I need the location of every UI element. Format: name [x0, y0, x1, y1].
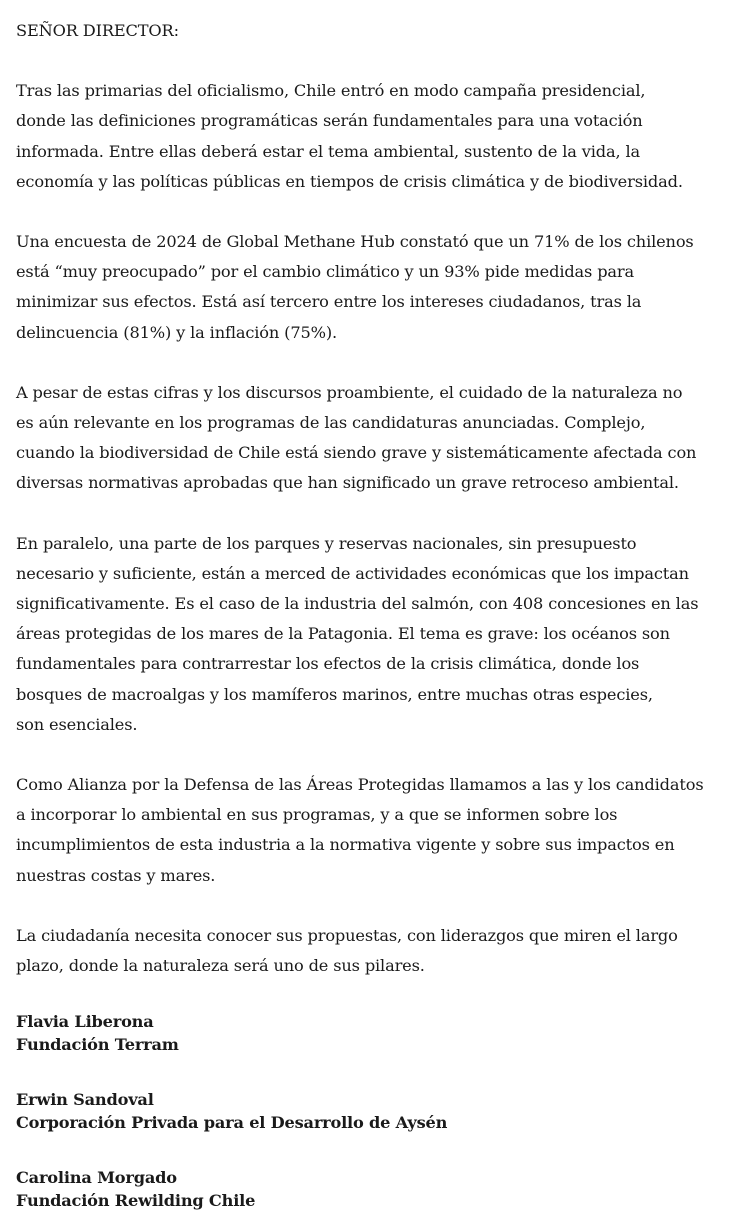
paragraph-line: nuestras costas y mares.	[16, 865, 216, 885]
paragraph-line: significativamente. Es el caso de la industria del salmón, con 408 concesiones en las	[16, 594, 699, 614]
signature	[16, 1011, 748, 1056]
paragraph-line: a incorporar lo ambiental en sus programas, y a que se informen sobre los	[16, 805, 618, 825]
paragraph-line: Una encuesta de 2024 de Global Methane Hub constató que un 71% de los chilenos	[16, 232, 694, 252]
signer-name: Erwin Sandoval	[16, 1090, 154, 1110]
paragraph-line: En paralelo, una parte de los parques y reservas nacionales, sin presupuesto	[16, 533, 637, 553]
paragraph-line: donde las definiciones programáticas serán fundamentales para una votación	[16, 111, 643, 131]
paragraph-line: Tras las primarias del oficialismo, Chile entró en modo campaña presidencial,	[16, 81, 646, 101]
paragraph-biodiversity	[16, 378, 748, 499]
paragraph-line: informada. Entre ellas deberá estar el tema ambiental, sustento de la vida, la	[16, 141, 641, 161]
paragraph-line: está “muy preocupado” por el cambio climático y un 93% pide medidas para	[16, 262, 635, 282]
paragraph-alliance	[16, 770, 748, 891]
paragraph-line: son esenciales.	[16, 714, 138, 734]
signature	[16, 1089, 748, 1134]
paragraph-line: es aún relevante en los programas de las candidaturas anunciadas. Complejo,	[16, 413, 646, 433]
paragraph-line: A pesar de estas cifras y los discursos proambiente, el cuidado de la naturaleza no	[16, 382, 683, 402]
letter-document	[16, 16, 748, 1212]
paragraph-line: plazo, donde la naturaleza será uno de sus pilares.	[16, 956, 425, 976]
signer-organization: Corporación Privada para el Desarrollo de Aysén	[16, 1112, 448, 1132]
paragraph-line: necesario y suficiente, están a merced de actividades económicas que los impactan	[16, 563, 689, 583]
signature	[16, 1167, 748, 1212]
signature-block	[16, 1011, 748, 1212]
paragraph-survey	[16, 227, 748, 348]
paragraph-primaries	[16, 76, 748, 197]
paragraph-line: delincuencia (81%) y la inflación (75%).	[16, 322, 338, 342]
paragraph-line: áreas protegidas de los mares de la Patagonia. El tema es grave: los océanos son	[16, 624, 670, 644]
signer-name: Flavia Liberona	[16, 1012, 154, 1032]
paragraph-line: economía y las políticas públicas en tiempos de crisis climática y de biodiversidad.	[16, 171, 683, 191]
paragraph-line: incumplimientos de esta industria a la normativa vigente y sobre sus impactos en	[16, 835, 675, 855]
salutation: SEÑOR DIRECTOR:	[16, 21, 179, 40]
paragraph-line: bosques de macroalgas y los mamíferos marinos, entre muchas otras especies,	[16, 684, 653, 704]
paragraph-citizenship	[16, 921, 748, 981]
signer-organization: Fundación Terram	[16, 1034, 179, 1054]
signer-organization: Fundación Rewilding Chile	[16, 1190, 256, 1210]
paragraph-line: diversas normativas aprobadas que han significado un grave retroceso ambiental.	[16, 473, 679, 493]
paragraph-line: minimizar sus efectos. Está así tercero entre los intereses ciudadanos, tras la	[16, 292, 642, 312]
paragraph-salmon-industry	[16, 529, 748, 740]
paragraph-line: fundamentales para contrarrestar los efectos de la crisis climática, donde los	[16, 654, 640, 674]
paragraph-line: Como Alianza por la Defensa de las Áreas Protegidas llamamos a las y los candidatos	[16, 775, 704, 795]
paragraph-line: cuando la biodiversidad de Chile está siendo grave y sistemáticamente afectada con	[16, 443, 697, 463]
signer-name: Carolina Morgado	[16, 1168, 177, 1188]
paragraph-line: La ciudadanía necesita conocer sus propuestas, con liderazgos que miren el largo	[16, 925, 678, 945]
